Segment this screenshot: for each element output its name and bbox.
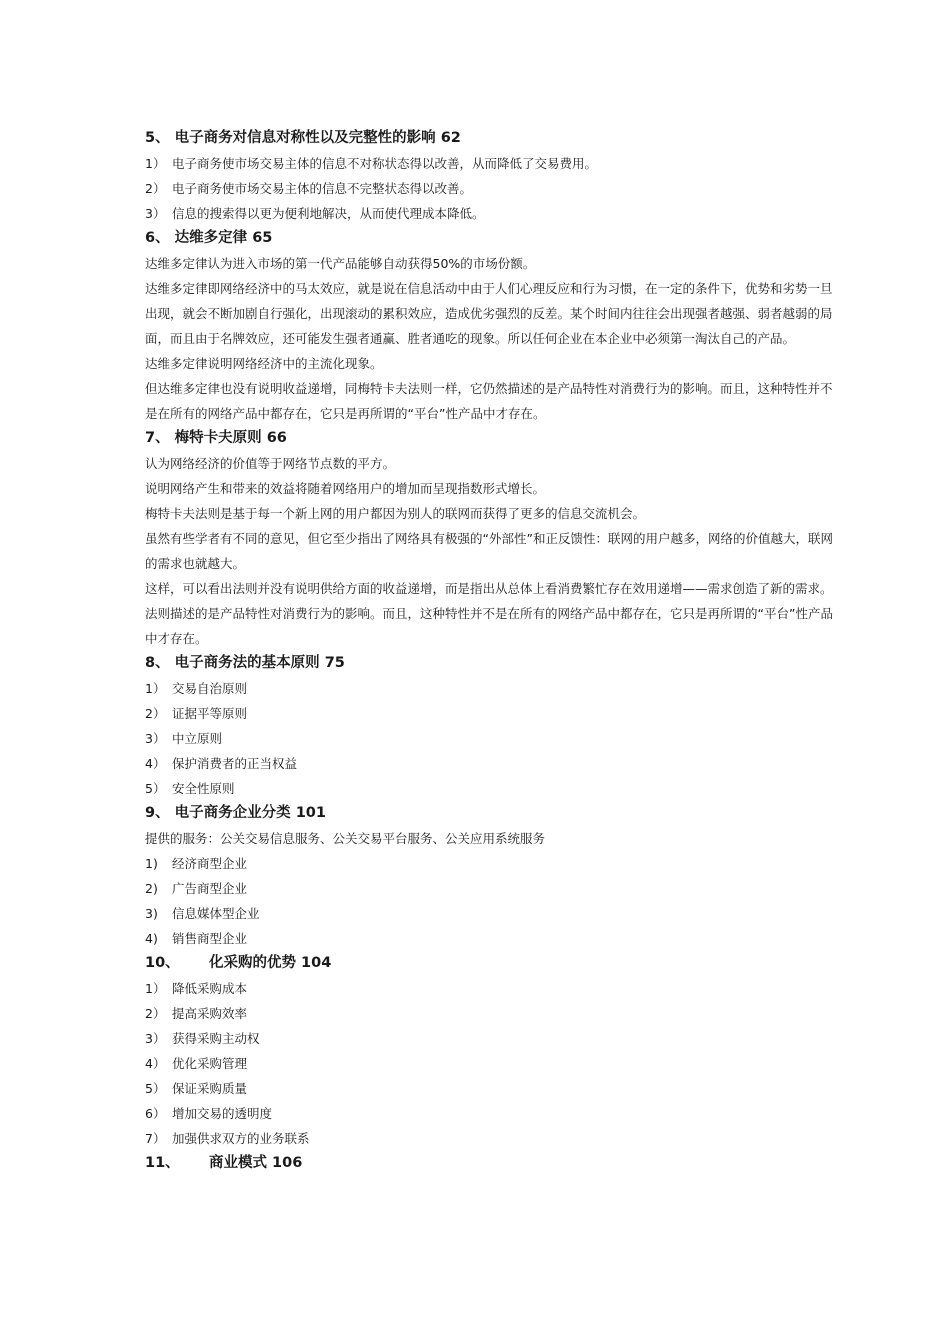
- list-item: [145, 1076, 835, 1101]
- section-title: 化采购的优势 104: [209, 955, 332, 971]
- list-item: [145, 776, 835, 801]
- list-item-number: 3）: [145, 1031, 166, 1046]
- list-item-number: 4）: [145, 1056, 166, 1071]
- list-item: [145, 1051, 835, 1076]
- section-number: 7、: [145, 430, 170, 446]
- list-item: [145, 976, 835, 1001]
- section-heading: [145, 226, 835, 251]
- list-item: [145, 701, 835, 726]
- section-heading: [145, 951, 835, 976]
- list-item: [145, 176, 835, 201]
- list-item-number: 4): [145, 931, 158, 946]
- section: [145, 951, 835, 1151]
- section-title: 电子商务对信息对称性以及完整性的影响 62: [174, 130, 461, 146]
- section-title: 电子商务企业分类 101: [174, 805, 326, 821]
- paragraph: 达维多定律认为进入市场的第一代产品能够自动获得50%的市场份额。: [145, 256, 536, 271]
- section: [145, 651, 835, 801]
- list-item: [145, 1126, 835, 1151]
- list-item: [145, 926, 835, 951]
- list-item-text: 交易自治原则: [172, 681, 248, 696]
- list-item: [145, 676, 835, 701]
- paragraph: 达维多定律即网络经济中的马太效应，就是说在信息活动中由于人们心理反应和行为习惯，在一定的条件下，优势和劣势一旦出现，就会不断加剧自行强化，出现滚动的累积效应，造成优劣强烈的反差。某个时间内往往会出现强者越强、弱者越弱的局面，而且由于名牌效应，还可能发生强者通赢、胜者通吃的现象。所以任何企业在本企业中必须第一淘汰自己的产品。: [145, 281, 833, 346]
- list-item-text: 电子商务使市场交易主体的信息不完整状态得以改善。: [172, 181, 473, 196]
- list-item: [145, 1101, 835, 1126]
- section-title: 梅特卡夫原则 66: [174, 430, 287, 446]
- list-item-number: 7）: [145, 1131, 166, 1146]
- list-item-text: 广告商型企业: [172, 881, 248, 896]
- list-item-text: 信息媒体型企业: [172, 906, 260, 921]
- section-title: 达维多定律 65: [174, 230, 273, 246]
- section: [145, 126, 835, 226]
- list-item-number: 1）: [145, 156, 166, 171]
- list-item-number: 3）: [145, 731, 166, 746]
- list-item-number: 6）: [145, 1106, 166, 1121]
- section-heading: [145, 1151, 835, 1176]
- list-item-number: 1）: [145, 981, 166, 996]
- list-item-number: 2）: [145, 706, 166, 721]
- list-item-text: 保护消费者的正当权益: [172, 756, 298, 771]
- list-item-text: 提高采购效率: [172, 1006, 248, 1021]
- list-item-text: 销售商型企业: [172, 931, 248, 946]
- section: [145, 1151, 835, 1176]
- list-item-text: 优化采购管理: [172, 1056, 248, 1071]
- paragraph: 梅特卡夫法则是基于每一个新上网的用户都因为别人的联网而获得了更多的信息交流机会。: [145, 506, 646, 521]
- paragraph: 达维多定律说明网络经济中的主流化现象。: [145, 356, 383, 371]
- list-item-text: 保证采购质量: [172, 1081, 248, 1096]
- section-heading: [145, 126, 835, 151]
- list-item-text: 增加交易的透明度: [172, 1106, 273, 1121]
- paragraph: 说明网络产生和带来的效益将随着网络用户的增加而呈现指数形式增长。: [145, 481, 546, 496]
- list-item-number: 5）: [145, 1081, 166, 1096]
- list-item-number: 2): [145, 881, 158, 896]
- list-item-number: 2）: [145, 1006, 166, 1021]
- list-item-text: 安全性原则: [172, 781, 235, 796]
- list-item-text: 电子商务使市场交易主体的信息不对称状态得以改善，从而降低了交易费用。: [172, 156, 598, 171]
- list-item: [145, 201, 835, 226]
- list-item-text: 中立原则: [172, 731, 223, 746]
- list-item-text: 证据平等原则: [172, 706, 248, 721]
- list-item: [145, 876, 835, 901]
- section: [145, 426, 835, 651]
- list-item-number: 1）: [145, 681, 166, 696]
- section-heading: [145, 426, 835, 451]
- list-item: [145, 151, 835, 176]
- section-heading: [145, 651, 835, 676]
- section-number: 5、: [145, 130, 170, 146]
- section-title: 电子商务法的基本原则 75: [174, 655, 345, 671]
- section-number: 9、: [145, 805, 170, 821]
- list-item-text: 加强供求双方的业务联系: [172, 1131, 310, 1146]
- paragraph: 虽然有些学者有不同的意见，但它至少指出了网络具有极强的“外部性”和正反馈性：联网的用户越多，网络的价值越大，联网的需求也就越大。: [145, 531, 833, 571]
- list-item-number: 3）: [145, 206, 166, 221]
- section-number: 10、: [145, 955, 180, 971]
- list-item-number: 4）: [145, 756, 166, 771]
- list-item: [145, 851, 835, 876]
- list-item: [145, 1026, 835, 1051]
- list-item: [145, 726, 835, 751]
- list-item-number: 2）: [145, 181, 166, 196]
- paragraph: 法则描述的是产品特性对消费行为的影响。而且，这种特性并不是在所有的网络产品中都存在，它只是再所谓的“平台”性产品中才存在。: [145, 606, 833, 646]
- list-item-text: 信息的搜索得以更为便利地解决，从而使代理成本降低。: [172, 206, 485, 221]
- paragraph: 但达维多定律也没有说明收益递增，同梅特卡夫法则一样，它仍然描述的是产品特性对消费行为的影响。而且，这种特性并不是在所有的网络产品中都存在，它只是再所谓的“平台”性产品中才存在。: [145, 381, 833, 421]
- section-number: 11、: [145, 1155, 180, 1171]
- list-item-number: 3): [145, 906, 158, 921]
- paragraph: 认为网络经济的价值等于网络节点数的平方。: [145, 456, 396, 471]
- list-item: [145, 1001, 835, 1026]
- section-title: 商业模式 106: [209, 1155, 303, 1171]
- section: [145, 226, 835, 426]
- list-item-text: 获得采购主动权: [172, 1031, 260, 1046]
- list-item-number: 5）: [145, 781, 166, 796]
- section-number: 6、: [145, 230, 170, 246]
- list-item-text: 降低采购成本: [172, 981, 248, 996]
- list-item: [145, 901, 835, 926]
- list-item-number: 1): [145, 856, 158, 871]
- list-item-text: 经济商型企业: [172, 856, 248, 871]
- paragraph: 这样，可以看出法则并没有说明供给方面的收益递增，而是指出从总体上看消费繁忙存在效用递增——需求创造了新的需求。: [145, 581, 833, 596]
- list-item: [145, 751, 835, 776]
- section-heading: [145, 801, 835, 826]
- paragraph: 提供的服务：公关交易信息服务、公关交易平台服务、公关应用系统服务: [145, 831, 546, 846]
- document-page: [145, 126, 835, 1176]
- section: [145, 801, 835, 951]
- section-number: 8、: [145, 655, 170, 671]
